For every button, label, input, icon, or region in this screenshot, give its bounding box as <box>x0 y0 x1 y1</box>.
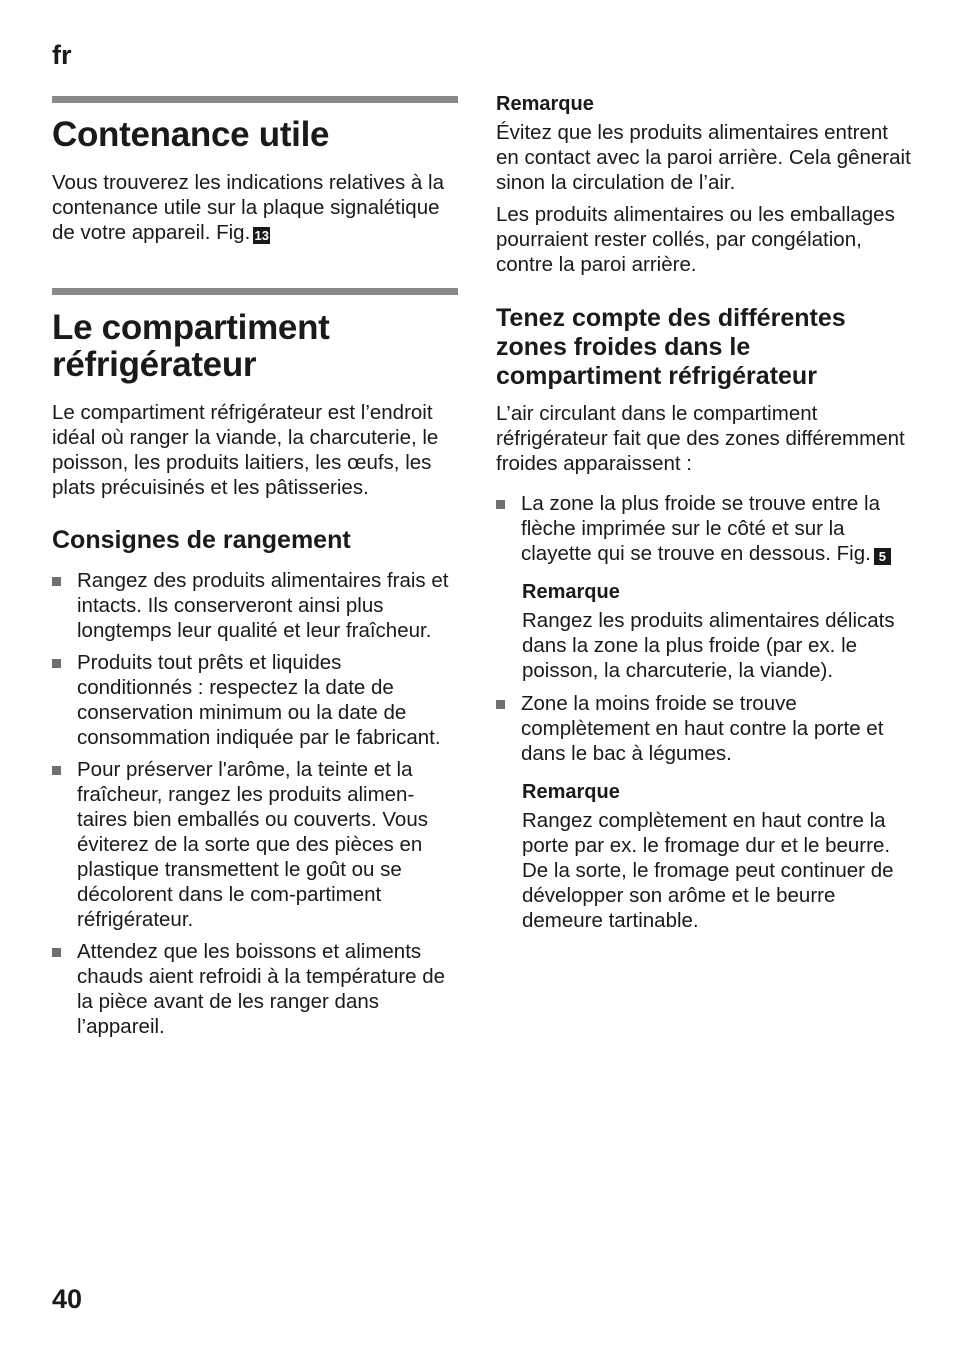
heading-zones-froides <box>496 304 916 391</box>
note-title: Remarque <box>496 93 594 115</box>
list-item-text: La zone la plus froide se trouve entre la flèche imprimée sur le côté et sur la clayette qui se trouve en dessous. Fig. <box>521 492 880 565</box>
zones-list <box>496 491 916 566</box>
list-item <box>52 650 458 750</box>
note-paragraph: Rangez les produits alimentaires délicats dans la zone la plus froide (par ex. le poisson, la charcuterie, la viande). <box>522 609 895 682</box>
zones-list <box>496 691 916 766</box>
list-item-text: Pour préserver l'arôme, la teinte et la fraîcheur, rangez les produits alimen-taires bien emballés ou couverts. Vous éviterez de la sorte que des pièces en plastique transmettent le goût ou se décolorent dans le com-partiment réfrigérateur. <box>77 758 428 931</box>
figure-reference-badge: 13 <box>254 228 270 243</box>
square-bullet-icon <box>52 948 61 957</box>
right-column <box>496 0 916 933</box>
note-block <box>496 779 916 933</box>
page-number: 40 <box>52 1284 83 1314</box>
heading-line-1: Le compartiment <box>52 308 330 347</box>
heading-line-3: compartiment réfrigérateur <box>496 362 817 390</box>
consignes-list <box>52 568 458 1039</box>
note-title: Remarque <box>522 581 620 603</box>
list-item-text: Attendez que les boissons et aliments chauds aient refroidi à la température de la pièce avant de les ranger dans l’appareil. <box>77 940 446 1038</box>
list-item <box>52 757 458 932</box>
square-bullet-icon <box>496 700 505 709</box>
list-item <box>52 939 458 1039</box>
heading-compartiment-refrigerateur <box>52 309 458 383</box>
list-item-text: Produits tout prêts et liquides conditionnés : respectez la date de conservation minimum ou la date de consommation indiquée par le fabricant. <box>77 651 441 749</box>
heading-line-2: zones froides dans le <box>496 333 751 361</box>
note-title: Remarque <box>522 781 620 803</box>
square-bullet-icon <box>496 500 505 509</box>
heading-consignes-rangement: Consignes de rangement <box>52 526 351 554</box>
note-paragraph: Les produits alimentaires ou les emballages pourraient rester collés, par congélation, contre la paroi arrière. <box>496 203 895 276</box>
heading-line-1: Tenez compte des différentes <box>496 304 846 332</box>
list-item-text: Rangez des produits alimentaires frais et intacts. Ils conserveront ainsi plus longtemps leur qualité et leur fraîcheur. <box>77 569 449 642</box>
square-bullet-icon <box>52 577 61 586</box>
list-item <box>496 691 916 766</box>
paragraph-contenance <box>52 170 458 245</box>
square-bullet-icon <box>52 766 61 775</box>
heading-line-2: réfrigérateur <box>52 345 257 384</box>
note-paragraph: Rangez complètement en haut contre la porte par ex. le fromage dur et le beurre. De la sorte, le fromage peut continuer de développer son arôme et le beurre demeure tartinable. <box>522 809 894 932</box>
paragraph-zones: L’air circulant dans le compartiment réfrigérateur fait que des zones différemment froides apparaissent : <box>496 402 905 475</box>
section-rule <box>52 96 458 103</box>
language-code: fr <box>52 40 72 70</box>
figure-reference-badge: 5 <box>874 548 891 565</box>
paragraph-contenance-text: Vous trouverez les indications relatives à la contenance utile sur la plaque signalétique de votre appareil. Fig. <box>52 171 444 244</box>
note-paragraph: Évitez que les produits alimentaires entrent en contact avec la paroi arrière. Cela gênerait sinon la circulation de l’air. <box>496 121 911 194</box>
square-bullet-icon <box>52 659 61 668</box>
list-item <box>496 491 916 566</box>
list-item <box>52 568 458 643</box>
left-column <box>52 0 458 1039</box>
note-block <box>496 579 916 683</box>
list-item-text: Zone la moins froide se trouve complètement en haut contre la porte et dans le bac à légumes. <box>521 692 884 765</box>
section-rule <box>52 288 458 295</box>
paragraph-compartiment: Le compartiment réfrigérateur est l’endroit idéal où ranger la viande, la charcuterie, le poisson, les produits laitiers, les œufs, les plats précuisinés et les pâtisseries. <box>52 401 439 499</box>
heading-contenance-utile: Contenance utile <box>52 115 330 154</box>
